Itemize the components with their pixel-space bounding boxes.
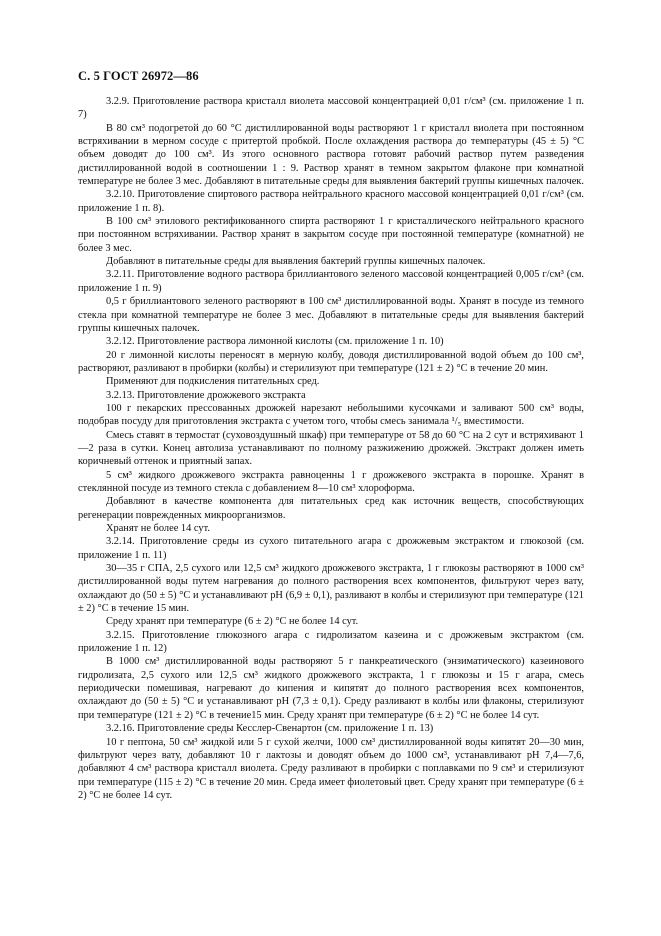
page-header: С. 5 ГОСТ 26972—86	[78, 69, 199, 83]
paragraph: В 80 см³ подогретой до 60 °С дистиллированной воды растворяют 1 г кристалл виолета при постоянном встряхивании в мерном сосуде с притертой пробкой. После охлаждения раствора до температуры (45 ± 5) °С объем доводят до 100 см³. Из этого основного раствора готовят рабочий раствор путем разведения дистиллированной водой в соотношении 1 : 9. Раствор хранят в темном закрытом флаконе при комнатной температуре не более 3 мес. Добавляют в питательные среды для выявления бактерий группы кишечных палочек.	[78, 122, 584, 188]
paragraph-3-2-11-title: 3.2.11. Приготовление водного раствора бриллиантового зеленого массовой концентрацией 0,005 г/см³ (см. приложение 1 п. 9)	[78, 269, 584, 294]
paragraph: В 100 см³ этилового ректификованного спирта растворяют 1 г кристаллического нейтрального красного при постоянном встряхивании. Раствор хранят в закрытом сосуде при постоянной температуре (комнатной) не более 3 мес.	[78, 216, 584, 254]
paragraph: В 1000 см³ дистиллированной воды растворяют 5 г панкреатического (энзиматического) казеинового гидролизата, 2,5 сухого или 12,5 см³ жидкого дрожжевого экстракта, 1 г глюкозы и 15 г агара, смесь периодически помешивая, нагревают до кипения и кипятят до полного растворения всех компонентов, охлаждают до (50 ± 5) °С и устанавливают рН (7,3 ± 0,1). Среду разливают в колбы или флаконы, стерилизуют при температуре (121 ± 2) °С в течение15 мин. Среду хранят при температуре (6 ± 2) °С не более 14 сут.	[78, 656, 584, 721]
paragraph-3-2-14-title: 3.2.14. Приготовление среды из сухого питательного агара с дрожжевым экстрактом и глюкозой (см. приложение 1 п. 11)	[78, 536, 584, 561]
paragraph-3-2-15-title: 3.2.15. Приготовление глюкозного агара с гидролизатом казеина и с дрожжевым экстрактом (см. приложение 1 п. 12)	[78, 629, 584, 655]
paragraph-3-2-9-title: 3.2.9. Приготовление раствора кристалл виолета массовой концентрацией 0,01 г/см³ (см. приложение 1 п. 7)	[78, 96, 584, 121]
paragraph: 0,5 г бриллиантового зеленого растворяют в 100 см³ дистиллированной воды. Хранят в посуде из темного стекла при комнатной температуре не более 3 мес. Добавляют в питательные среды для выявления бактерий группы кишечных палочек.	[78, 296, 584, 334]
paragraph: Среду хранят при температуре (6 ± 2) °С не более 14 сут.	[106, 616, 359, 628]
paragraph: Хранят не более 14 сут.	[106, 523, 210, 534]
paragraph-3-2-10-title: 3.2.10. Приготовление спиртового раствора нейтрального красного массовой концентрацией 0,01 г/см³ (см. приложение 1 п. 8).	[78, 189, 584, 214]
paragraph: 100 г пекарских прессованных дрожжей нарезают небольшими кусочками и заливают 500 см³ воды, подобрав посуду для приготовления экстракта с учетом того, чтобы смесь занимала ¹/₅ вместимости.	[78, 402, 584, 428]
paragraph: Смесь ставят в термостат (суховоздушный шкаф) при температуре от 58 до 60 °С на 2 сут и встряхивают 1—2 раза в сутки. Конец автолиза устанавливают по полному разжижению дрожжей. Экстракт должен иметь коричневый оттенок и приятный запах.	[78, 429, 584, 468]
paragraph-3-2-13-title: 3.2.13. Приготовление дрожжевого экстракта	[106, 389, 306, 401]
paragraph: 5 см³ жидкого дрожжевого экстракта равноценны 1 г дрожжевого экстракта в порошке. Хранят в стеклянной посуде из темного стекла с добавлением 8—10 см³ хлороформа.	[78, 469, 584, 494]
paragraph: 30—35 г СПА, 2,5 сухого или 12,5 см³ жидкого дрожжевого экстракта, 1 г глюкозы растворяют в 1000 см³ дистиллированной воды путем нагревания до полного растворения всех компонентов, фильтруют через вату, охлаждают до (50 ± 5) °С и устанавливают рН (6,9 ± 0,1), разливают в колбы и стерилизуют при температуре (121 ± 2) °С в течение 15 мин.	[78, 563, 584, 615]
paragraph: 20 г лимонной кислоты переносят в мерную колбу, доводя дистиллированной водой объем до 100 см³, растворяют, разливают в пробирки (колбы) и стерилизуют при температуре (121 ± 2) °С в течение 20 мин.	[78, 349, 584, 374]
paragraph: Добавляют в качестве компонента для питательных сред как источник веществ, способствующих регенерации поврежденных микроорганизмов.	[78, 496, 584, 521]
paragraph-3-2-16-title: 3.2.16. Приготовление среды Кесслер-Свенартон (см. приложение 1 п. 13)	[106, 723, 434, 735]
document-body	[78, 95, 584, 802]
paragraph-3-2-12-title: 3.2.12. Приготовление раствора лимонной кислоты (см. приложение 1 п. 10)	[106, 336, 444, 348]
paragraph: Добавляют в питательные среды для выявления бактерий группы кишечных палочек.	[106, 256, 486, 268]
paragraph: Применяют для подкисления питательных сред.	[106, 376, 320, 388]
paragraph: 10 г пептона, 50 см³ жидкой или 5 г сухой желчи, 1000 см³ дистиллированной воды кипятят 20—30 мин, фильтруют через вату, добавляют 10 г лактозы и доводят объем до 1000 см³, устанавливают рН 7,4—7,6, добавляют 4 см³ раствора кристалл виолета. Среду разливают в пробирки с поплавками по 9 см³ и стерилизуют при температуре (115 ± 2) °С в течение 20 мин. Среда имеет фиолетовый цвет. Среду хранят при температуре (6 ± 2) °С не более 14 сут.	[78, 736, 584, 801]
